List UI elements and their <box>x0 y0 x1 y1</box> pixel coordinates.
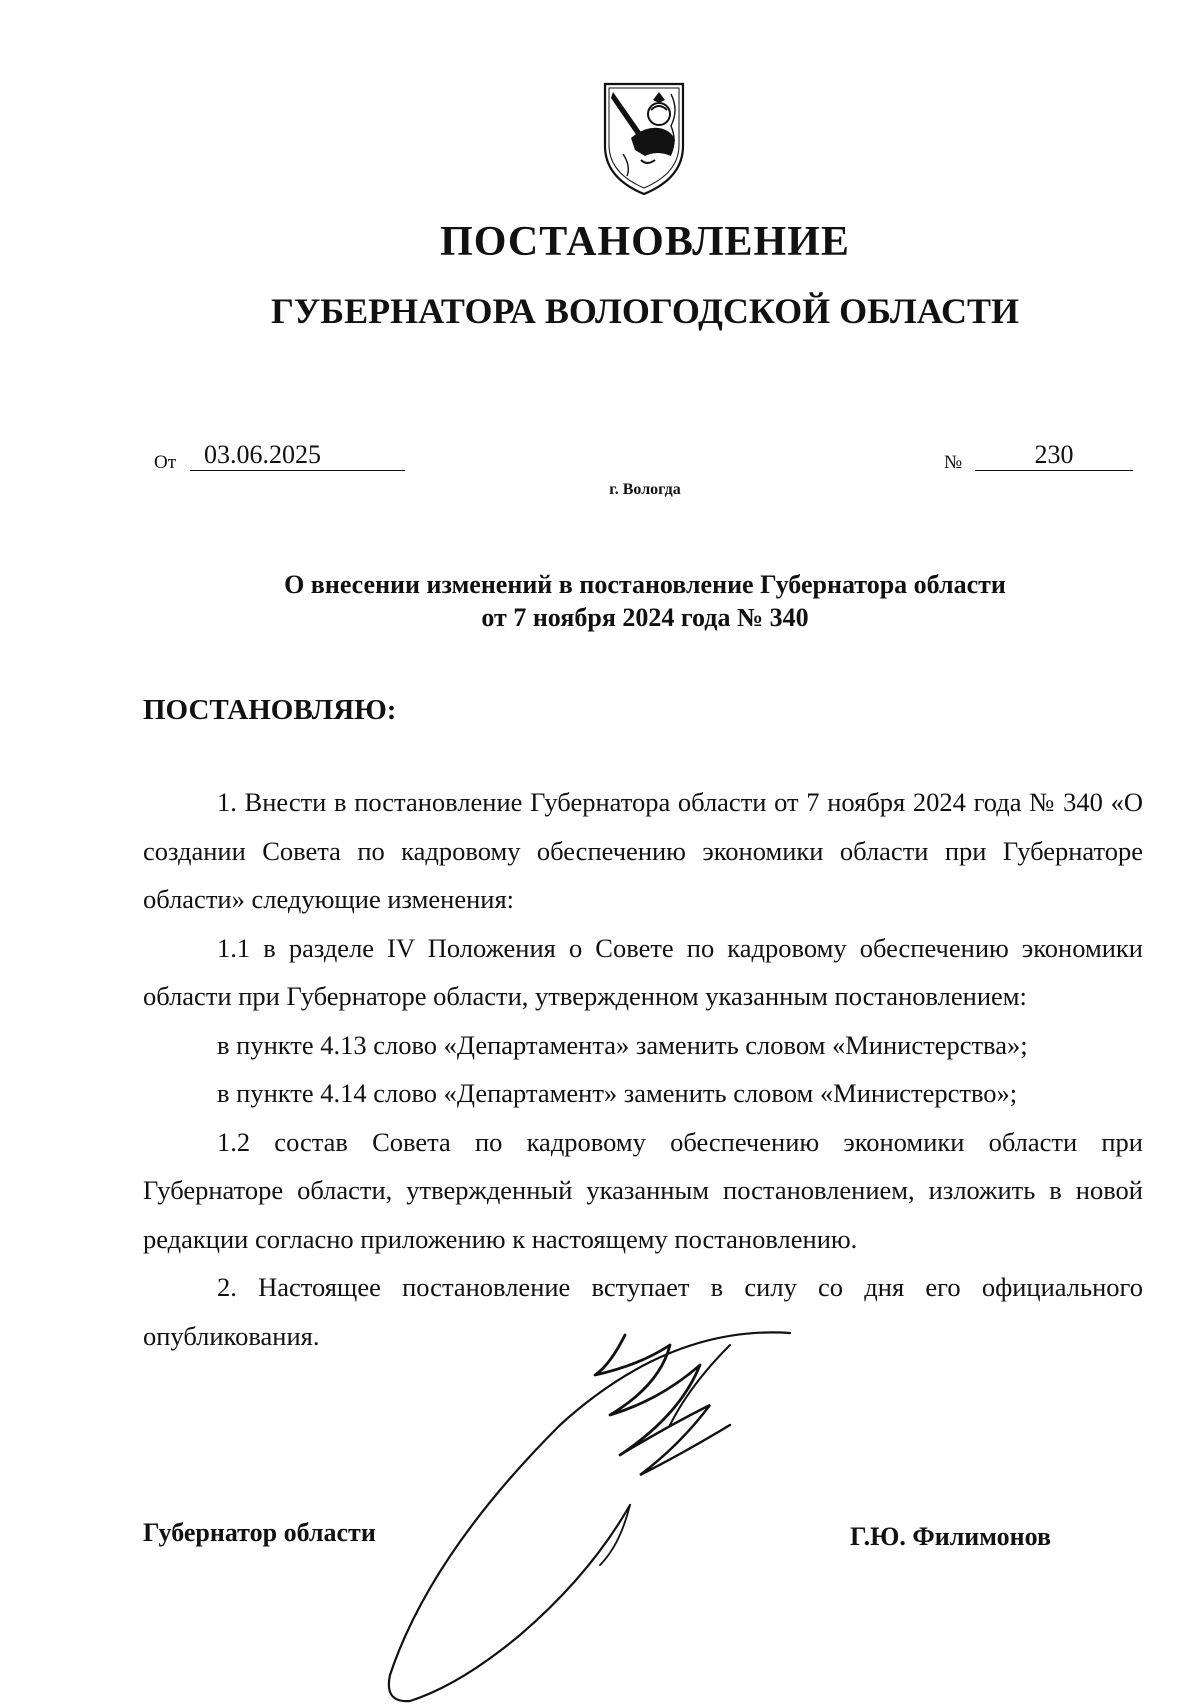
document-title: ПОСТАНОВЛЕНИЕ <box>440 219 850 265</box>
subject-line-2: от 7 ноября 2024 года № 340 <box>481 603 809 632</box>
date-label: От <box>154 452 177 473</box>
subject-line-1: О внесении изменений в постановление Губернатора области <box>284 570 1006 599</box>
paragraph-2: 2. Настоящее постановление вступает в силу со дня его официального опубликования. <box>143 1272 1143 1351</box>
document-subject <box>0 568 1200 634</box>
handwritten-signature <box>370 1305 870 1708</box>
paragraph-item-4-13: в пункте 4.13 слово «Департамента» заменить словом «Министерства»; <box>217 1029 1028 1060</box>
coat-of-arms-emblem <box>601 80 687 198</box>
number-label: № <box>944 452 963 473</box>
document-subtitle: ГУБЕРНАТОРА ВОЛОГОДСКОЙ ОБЛАСТИ <box>270 291 1020 331</box>
paragraph-item-4-14: в пункте 4.14 слово «Департамент» заменить словом «Министерство»; <box>217 1078 1018 1108</box>
city-label: г. Вологда <box>609 481 681 498</box>
signer-name: Г.Ю. Филимонов <box>850 1522 1052 1551</box>
paragraph-1: 1. Внести в постановление Губернатора области от 7 ноября 2024 года № 340 «О создании Совета по кадровому обеспечению экономики области при Губернаторе области» следующие изменения: <box>143 787 1143 914</box>
document-body <box>143 778 1143 1360</box>
signer-title: Губернатор области <box>143 1518 376 1547</box>
document-date: 03.06.2025 <box>190 440 405 471</box>
paragraph-1-1: 1.1 в разделе IV Положения о Совете по кадровому обеспечению экономики области при Губернаторе области, утвержденном указанным постановлением: <box>143 932 1143 1011</box>
decree-heading: ПОСТАНОВЛЯЮ: <box>143 694 397 726</box>
document-number: 230 <box>975 440 1133 471</box>
paragraph-1-2: 1.2 состав Совета по кадровому обеспечению экономики области при Губернаторе области, утвержденный указанным постановлением, изложить в новой редакции согласно приложению к настоящему постановлению. <box>143 1126 1143 1254</box>
